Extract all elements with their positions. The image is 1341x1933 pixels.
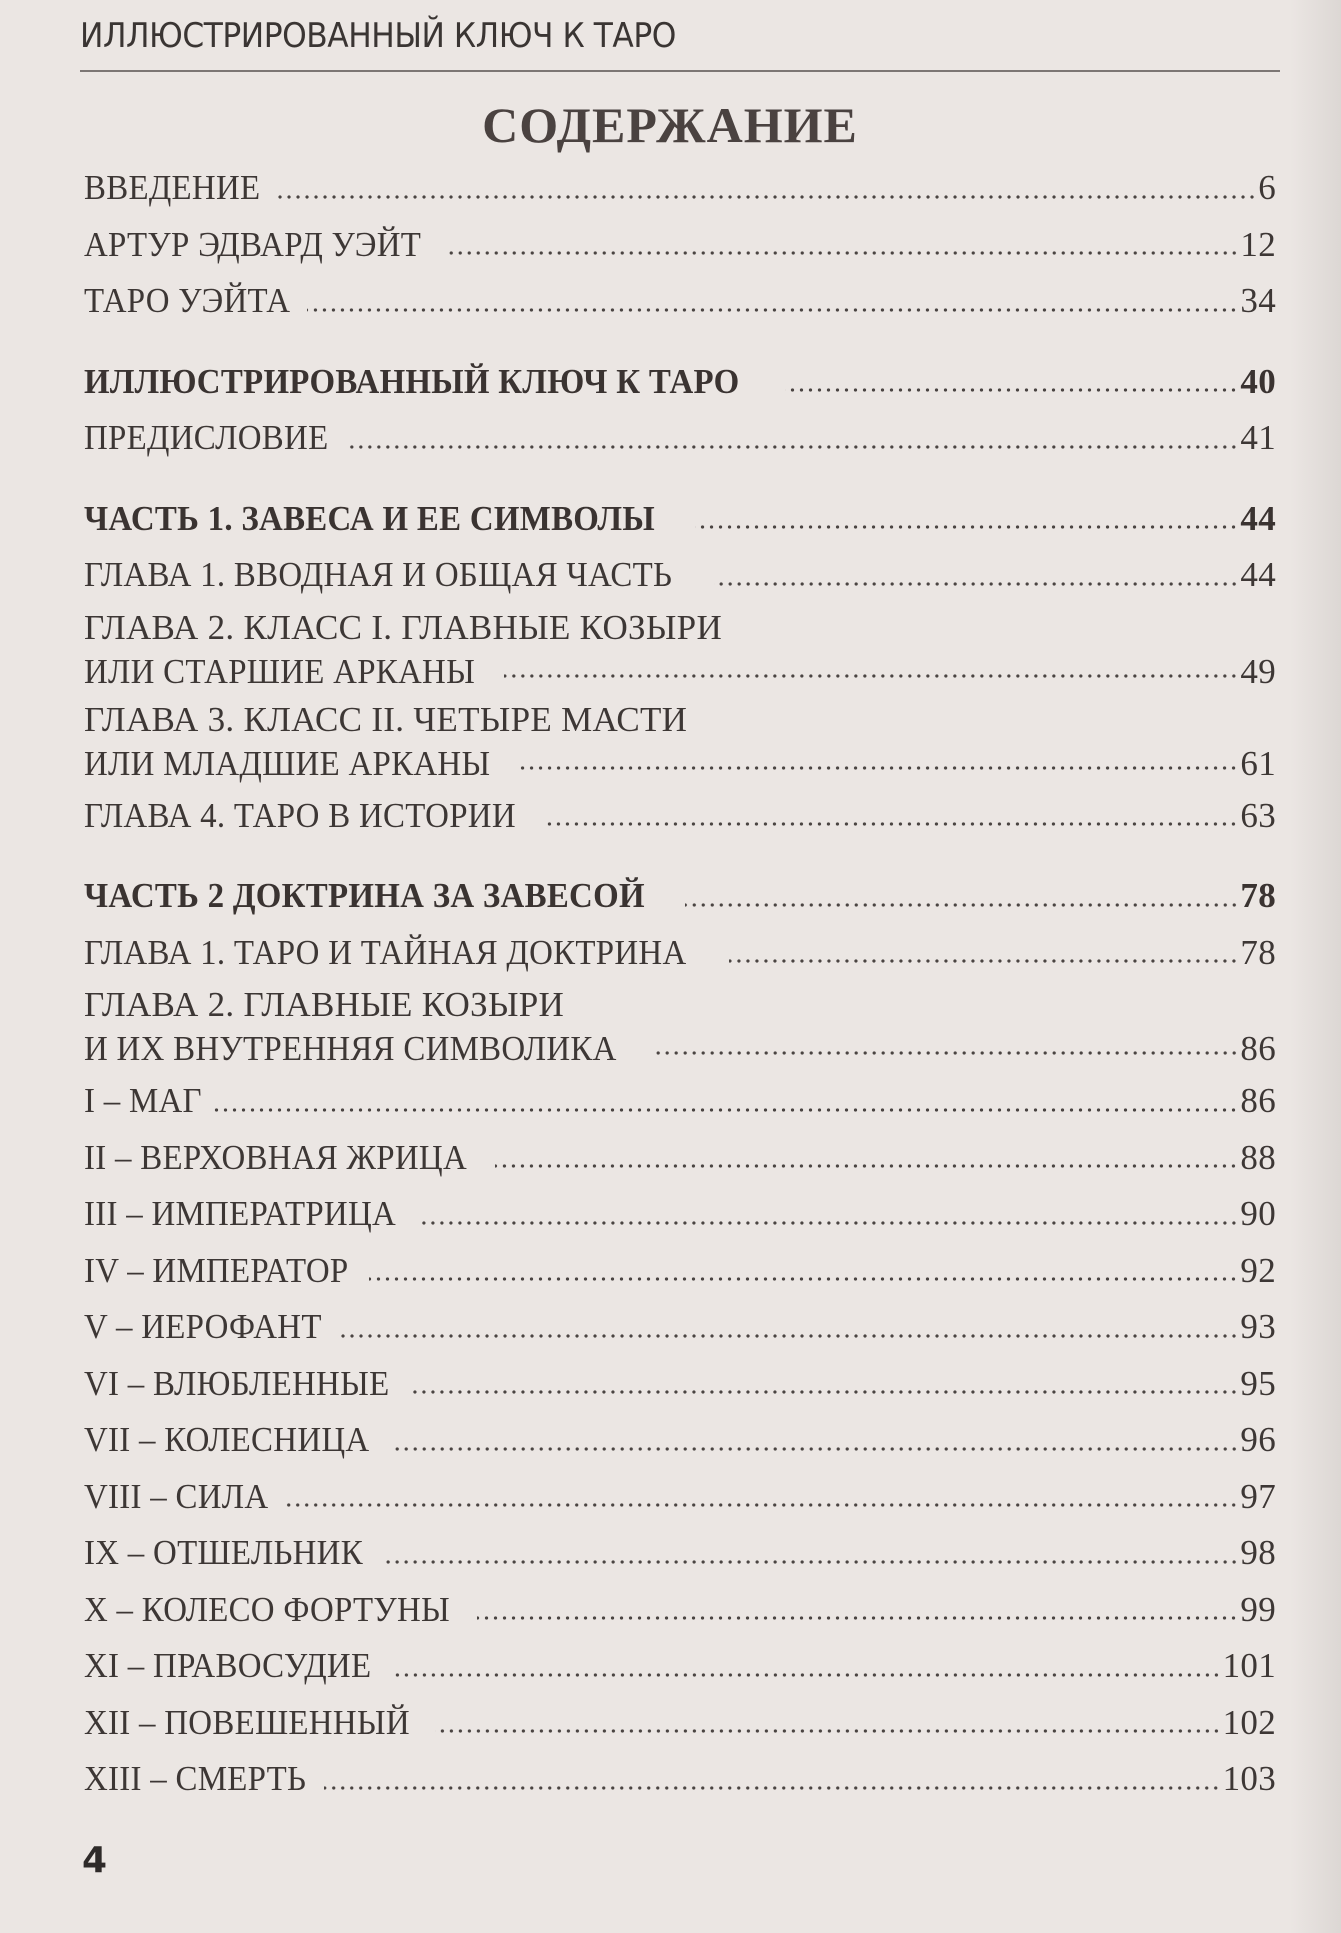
entry-label-line1: ГЛАВА 2. ГЛАВНЫЕ КОЗЫРИ: [84, 985, 565, 1024]
dot-leader: [413, 1387, 1238, 1397]
toc-entry-arcana-3[interactable]: [84, 1186, 1276, 1243]
dot-leader: [276, 192, 1257, 202]
entry-label: VIII – СИЛА: [84, 1476, 269, 1516]
entry-page: 44: [1240, 498, 1276, 538]
dot-leader: [348, 442, 1238, 452]
toc-entry-part2-chapter-1[interactable]: [84, 925, 1276, 982]
entry-page: 63: [1240, 795, 1276, 835]
entry-label: ИЛЛЮСТРИРОВАННЫЙ КЛЮЧ К ТАРО: [84, 361, 740, 401]
entry-page: 95: [1240, 1363, 1276, 1403]
page-title: СОДЕРЖАНИЕ: [482, 97, 858, 153]
entry-label: ГЛАВА 1. ТАРО И ТАЙНАЯ ДОКТРИНА: [84, 932, 687, 972]
dot-leader: [341, 1331, 1239, 1341]
entry-page: 92: [1240, 1250, 1276, 1290]
dot-leader: [420, 1218, 1238, 1228]
entry-label: XI – ПРАВОСУДИЕ: [84, 1646, 372, 1685]
entry-label: VII – КОЛЕСНИЦА: [84, 1420, 370, 1459]
entry-label: ИЛИ МЛАДШИЕ АРКАНЫ: [84, 743, 491, 783]
dot-leader: [307, 305, 1238, 315]
toc-entry-part1-chapter-3[interactable]: [84, 696, 1276, 788]
dot-leader: [547, 819, 1238, 829]
entry-page: 78: [1240, 876, 1276, 915]
dot-leader: [729, 956, 1238, 966]
entry-page: 34: [1240, 281, 1276, 320]
entry-label: IV – ИМПЕРАТОР: [84, 1250, 349, 1290]
entry-page: 96: [1240, 1420, 1276, 1459]
entry-page: 103: [1222, 1759, 1276, 1798]
toc-entry-part2-chapter-2[interactable]: [84, 981, 1276, 1073]
dot-leader: [369, 1274, 1238, 1284]
toc-entry-arcana-11[interactable]: [84, 1638, 1276, 1695]
toc-entry-arcana-4[interactable]: [84, 1243, 1276, 1300]
entry-page: 41: [1240, 418, 1276, 457]
entry-label: ВВЕДЕНИЕ: [84, 168, 261, 207]
entry-label: АРТУР ЭДВАРД УЭЙТ: [84, 224, 422, 264]
running-head: ИЛЛЮСТРИРОВАННЫЙ КЛЮЧ К ТАРО: [80, 16, 676, 56]
entry-page: 93: [1240, 1307, 1276, 1346]
entry-label: ИЛИ СТАРШИЕ АРКАНЫ: [84, 651, 476, 691]
entry-page: 61: [1240, 743, 1276, 783]
entry-page: 98: [1240, 1533, 1276, 1572]
toc-entry-part1-chapter-4[interactable]: [84, 788, 1276, 845]
entry-label-line1: ГЛАВА 2. КЛАСС I. ГЛАВНЫЕ КОЗЫРИ: [84, 607, 723, 647]
dot-leader: [435, 1726, 1221, 1736]
dot-leader: [520, 763, 1238, 773]
entry-page: 90: [1240, 1194, 1276, 1233]
entry-page: 6: [1258, 168, 1276, 207]
toc-entry-arcana-12[interactable]: [84, 1695, 1276, 1752]
toc-entry-arcana-9[interactable]: [84, 1525, 1276, 1582]
toc-entry-part-2[interactable]: [84, 868, 1276, 925]
toc-entry-introduction[interactable]: [84, 160, 1276, 217]
entry-label: XIII – СМЕРТЬ: [84, 1759, 307, 1798]
page-number: 4: [82, 1840, 108, 1881]
toc-entry-arcana-6[interactable]: [84, 1356, 1276, 1413]
dot-leader: [284, 1500, 1238, 1510]
toc-entry-waite[interactable]: [84, 217, 1276, 274]
dot-leader: [324, 1783, 1220, 1793]
header-rule: [80, 70, 1280, 72]
dot-leader: [695, 522, 1238, 532]
toc-entry-part1-chapter-2[interactable]: [84, 604, 1276, 696]
dot-leader: [392, 1444, 1239, 1454]
entry-label-line1: ГЛАВА 3. КЛАСС II. ЧЕТЫРЕ МАСТИ: [84, 699, 688, 739]
dot-leader: [394, 1670, 1221, 1680]
entry-label: И ИХ ВНУТРЕННЯЯ СИМВОЛИКА: [84, 1029, 617, 1068]
entry-label: II – ВЕРХОВНАЯ ЖРИЦА: [84, 1137, 468, 1177]
entry-label: ЧАСТЬ 2 ДОКТРИНА ЗА ЗАВЕСОЙ: [84, 876, 645, 915]
toc-entry-arcana-8[interactable]: [84, 1469, 1276, 1526]
entry-page: 97: [1240, 1476, 1276, 1516]
entry-page: 49: [1240, 651, 1276, 691]
dot-leader: [385, 1557, 1239, 1567]
table-of-contents: [84, 160, 1276, 1808]
toc-entry-preface[interactable]: [84, 410, 1276, 467]
toc-entry-illustrated-key[interactable]: [84, 354, 1276, 411]
entry-page: 86: [1240, 1081, 1276, 1120]
entry-label: X – КОЛЕСО ФОРТУНЫ: [84, 1589, 451, 1629]
toc-entry-arcana-13[interactable]: [84, 1751, 1276, 1808]
dot-leader: [785, 385, 1238, 395]
entry-label: ЧАСТЬ 1. ЗАВЕСА И ЕЕ СИМВОЛЫ: [84, 498, 655, 538]
toc-entry-arcana-2[interactable]: [84, 1130, 1276, 1187]
entry-page: 78: [1240, 932, 1276, 972]
dot-leader: [495, 1161, 1238, 1171]
toc-entry-part1-chapter-1[interactable]: [84, 547, 1276, 604]
entry-page: 99: [1240, 1589, 1276, 1629]
entry-label: III – ИМПЕРАТРИЦА: [84, 1194, 397, 1233]
dot-leader: [504, 671, 1238, 681]
entry-page: 102: [1222, 1702, 1276, 1742]
entry-label: V – ИЕРОФАНТ: [84, 1307, 322, 1346]
dot-leader: [714, 579, 1239, 589]
dot-leader: [685, 900, 1239, 910]
dot-leader: [447, 248, 1239, 258]
entry-label: ПРЕДИСЛОВИЕ: [84, 418, 329, 457]
entry-label: XII – ПОВЕШЕННЫЙ: [84, 1702, 410, 1742]
entry-label: ТАРО УЭЙТА: [84, 281, 291, 320]
entry-page: 101: [1222, 1646, 1276, 1685]
entry-label: ГЛАВА 4. ТАРО В ИСТОРИИ: [84, 795, 516, 835]
entry-page: 12: [1240, 224, 1276, 264]
dot-leader: [655, 1048, 1239, 1058]
entry-label: I – МАГ: [84, 1081, 202, 1120]
toc-entry-arcana-10[interactable]: [84, 1582, 1276, 1639]
toc-entry-part-1[interactable]: [84, 491, 1276, 548]
entry-label: ГЛАВА 1. ВВОДНАЯ И ОБЩАЯ ЧАСТЬ: [84, 555, 673, 594]
entry-page: 88: [1240, 1137, 1276, 1177]
toc-entry-arcana-5[interactable]: [84, 1299, 1276, 1356]
toc-entry-arcana-1[interactable]: [84, 1073, 1276, 1130]
entry-label: VI – ВЛЮБЛЕННЫЕ: [84, 1363, 390, 1403]
entry-page: 44: [1240, 555, 1276, 594]
entry-page: 40: [1240, 361, 1276, 401]
toc-entry-waite-tarot[interactable]: [84, 273, 1276, 330]
entry-label: IX – ОТШЕЛЬНИК: [84, 1533, 363, 1572]
dot-leader: [213, 1105, 1238, 1115]
entry-page: 86: [1240, 1029, 1276, 1068]
toc-entry-arcana-7[interactable]: [84, 1412, 1276, 1469]
dot-leader: [477, 1613, 1238, 1623]
